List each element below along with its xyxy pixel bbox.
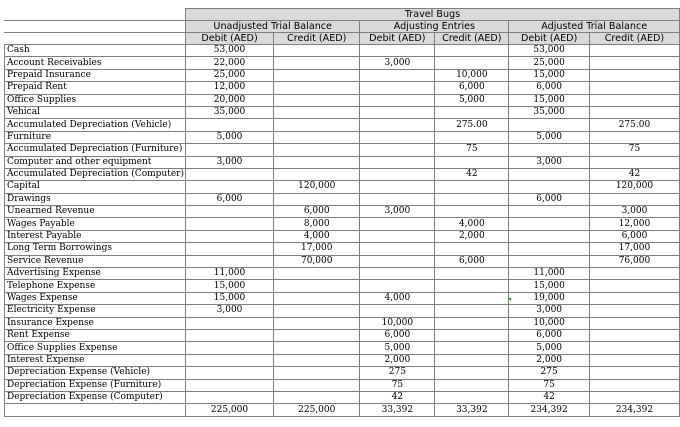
account-name-cell[interactable]: Insurance Expense — [5, 317, 186, 329]
unadjusted-debit-cell[interactable]: 22,000 — [185, 57, 273, 69]
adjusted-debit-cell[interactable]: 15,000 — [509, 94, 590, 106]
unadjusted-credit-cell[interactable] — [274, 280, 360, 292]
account-name-cell[interactable]: Depreciation Expense (Furniture) — [5, 379, 186, 391]
unadjusted-credit-cell[interactable] — [274, 329, 360, 341]
unadjusted-debit-cell[interactable] — [185, 144, 273, 156]
adjusting-debit-cell[interactable]: 5,000 — [360, 342, 435, 354]
adjusting-debit-cell[interactable] — [360, 243, 435, 255]
account-name-cell[interactable]: Interest Payable — [5, 230, 186, 242]
adjusted-credit-cell[interactable] — [589, 379, 679, 391]
unadjusted-credit-cell[interactable]: 17,000 — [274, 243, 360, 255]
adjusted-credit-cell[interactable] — [589, 69, 679, 81]
adjusting-debit-cell[interactable]: 3,000 — [360, 206, 435, 218]
adjusted-credit-cell[interactable] — [589, 329, 679, 341]
adjusted-debit-cell[interactable]: 35,000 — [509, 106, 590, 118]
adjusting-debit-cell[interactable] — [360, 280, 435, 292]
account-name-cell[interactable]: Depreciation Expense (Vehicle) — [5, 367, 186, 379]
adjusting-credit-cell[interactable]: 2,000 — [435, 230, 509, 242]
unadjusted-debit-cell[interactable]: 53,000 — [185, 45, 273, 57]
adjusting-credit-cell[interactable] — [435, 305, 509, 317]
unadjusted-debit-cell[interactable]: 35,000 — [185, 106, 273, 118]
table-row — [5, 119, 680, 131]
adjusted-credit-cell[interactable] — [589, 106, 679, 118]
adjusting-debit-cell[interactable] — [360, 69, 435, 81]
adjusted-credit-cell[interactable]: 17,000 — [589, 243, 679, 255]
table-row — [5, 82, 680, 94]
adjusting-credit-cell[interactable] — [435, 45, 509, 57]
adjusting-debit-cell[interactable] — [360, 181, 435, 193]
adjusted-debit-cell[interactable]: 2,000 — [509, 354, 590, 366]
adjusting-debit-cell[interactable]: 10,000 — [360, 317, 435, 329]
group-unadjusted[interactable]: Unadjusted Trial Balance — [185, 21, 359, 33]
unadjusted-debit-cell[interactable] — [185, 206, 273, 218]
account-name-cell[interactable]: Service Revenue — [5, 255, 186, 267]
unadjusted-credit-cell[interactable] — [274, 168, 360, 180]
col-adjusted-debit[interactable]: Debit (AED) — [509, 33, 590, 45]
table-row — [5, 317, 680, 329]
adjusted-debit-cell[interactable]: 3,000 — [509, 156, 590, 168]
unadjusted-credit-cell[interactable] — [274, 106, 360, 118]
adjusting-credit-cell[interactable] — [435, 317, 509, 329]
total-adjusting-credit-cell[interactable]: 33,392 — [435, 404, 509, 416]
unadjusted-debit-cell[interactable] — [185, 329, 273, 341]
adjusted-credit-cell[interactable] — [589, 292, 679, 304]
table-row — [5, 367, 680, 379]
adjusting-debit-cell[interactable] — [360, 193, 435, 205]
adjusted-debit-cell[interactable]: 6,000 — [509, 82, 590, 94]
table-row — [5, 342, 680, 354]
adjusting-debit-cell[interactable] — [360, 268, 435, 280]
adjusted-credit-cell[interactable] — [589, 305, 679, 317]
adjusting-debit-cell[interactable] — [360, 119, 435, 131]
adjusted-debit-cell[interactable]: 53,000 — [509, 45, 590, 57]
trial-balance-worksheet — [4, 8, 680, 417]
unadjusted-debit-cell[interactable] — [185, 342, 273, 354]
adjusted-credit-cell[interactable] — [589, 342, 679, 354]
table-row — [5, 45, 680, 57]
unadjusted-debit-cell[interactable]: 5,000 — [185, 131, 273, 143]
group-adjusting[interactable]: Adjusting Entries — [360, 21, 509, 33]
unadjusted-debit-cell[interactable] — [185, 168, 273, 180]
unadjusted-debit-cell[interactable]: 12,000 — [185, 82, 273, 94]
adjusted-credit-cell[interactable]: 120,000 — [589, 181, 679, 193]
adjusting-debit-cell[interactable]: 42 — [360, 391, 435, 403]
adjusted-credit-cell[interactable]: 75 — [589, 144, 679, 156]
unadjusted-credit-cell[interactable] — [274, 144, 360, 156]
table-row — [5, 268, 680, 280]
unadjusted-debit-cell[interactable] — [185, 379, 273, 391]
unadjusted-debit-cell[interactable]: 3,000 — [185, 305, 273, 317]
table-row — [5, 193, 680, 205]
adjusting-debit-cell[interactable] — [360, 218, 435, 230]
account-name-cell[interactable]: Wages Payable — [5, 218, 186, 230]
unadjusted-credit-cell[interactable] — [274, 342, 360, 354]
adjusting-credit-cell[interactable]: 10,000 — [435, 69, 509, 81]
adjusting-credit-cell[interactable] — [435, 280, 509, 292]
adjusted-credit-cell[interactable] — [589, 94, 679, 106]
adjusting-credit-cell[interactable] — [435, 268, 509, 280]
table-row — [5, 206, 680, 218]
adjusted-debit-cell[interactable]: 25,000 — [509, 57, 590, 69]
adjusted-credit-cell[interactable] — [589, 317, 679, 329]
adjusting-credit-cell[interactable] — [435, 206, 509, 218]
account-name-cell[interactable]: Wages Expense — [5, 292, 186, 304]
adjusting-credit-cell[interactable] — [435, 329, 509, 341]
col-unadjusted-debit[interactable]: Debit (AED) — [185, 33, 273, 45]
table-row — [5, 292, 680, 304]
adjusted-debit-cell[interactable] — [509, 144, 590, 156]
adjusted-debit-cell[interactable] — [509, 243, 590, 255]
adjusted-debit-cell[interactable] — [509, 230, 590, 242]
adjusting-credit-cell[interactable] — [435, 379, 509, 391]
unadjusted-debit-cell[interactable] — [185, 230, 273, 242]
total-adjusted-debit-cell[interactable]: 234,392 — [509, 404, 590, 416]
unadjusted-credit-cell[interactable]: 120,000 — [274, 181, 360, 193]
unadjusted-credit-cell[interactable] — [274, 292, 360, 304]
table-row — [5, 305, 680, 317]
adjusting-credit-cell[interactable] — [435, 243, 509, 255]
adjusting-debit-cell[interactable]: 275 — [360, 367, 435, 379]
adjusting-debit-cell[interactable]: 6,000 — [360, 329, 435, 341]
adjusted-credit-cell[interactable]: 12,000 — [589, 218, 679, 230]
adjusting-credit-cell[interactable]: 275.00 — [435, 119, 509, 131]
account-name-cell[interactable]: Long Term Borrowings — [5, 243, 186, 255]
adjusted-debit-cell[interactable]: 11,000 — [509, 268, 590, 280]
adjusting-debit-cell[interactable] — [360, 168, 435, 180]
total-unadjusted-debit-cell[interactable]: 225,000 — [185, 404, 273, 416]
table-row — [5, 144, 680, 156]
adjusted-credit-cell[interactable] — [589, 57, 679, 69]
adjusted-debit-cell[interactable]: 19,000 — [509, 292, 590, 304]
table-row — [5, 354, 680, 366]
adjusted-credit-cell[interactable]: 3,000 — [589, 206, 679, 218]
adjusted-credit-cell[interactable] — [589, 156, 679, 168]
unadjusted-credit-cell[interactable] — [274, 131, 360, 143]
adjusting-credit-cell[interactable]: 75 — [435, 144, 509, 156]
table-row — [5, 280, 680, 292]
account-name-cell[interactable]: Vehical — [5, 106, 186, 118]
unadjusted-credit-cell[interactable] — [274, 57, 360, 69]
adjusted-debit-cell[interactable] — [509, 119, 590, 131]
adjusting-credit-cell[interactable]: 6,000 — [435, 82, 509, 94]
adjusting-debit-cell[interactable] — [360, 45, 435, 57]
unadjusted-credit-cell[interactable] — [274, 119, 360, 131]
corner-cell — [5, 21, 186, 33]
adjusted-debit-cell[interactable]: 3,000 — [509, 305, 590, 317]
adjusted-credit-cell[interactable] — [589, 268, 679, 280]
account-name-cell[interactable]: Accumulated Depreciation (Furniture) — [5, 144, 186, 156]
adjusting-debit-cell[interactable] — [360, 82, 435, 94]
adjusting-debit-cell[interactable] — [360, 255, 435, 267]
adjusting-credit-cell[interactable]: 6,000 — [435, 255, 509, 267]
table-row — [5, 255, 680, 267]
adjusted-credit-cell[interactable] — [589, 45, 679, 57]
adjusting-credit-cell[interactable] — [435, 391, 509, 403]
col-unadjusted-credit[interactable]: Credit (AED) — [274, 33, 360, 45]
adjusting-debit-cell[interactable] — [360, 156, 435, 168]
adjusted-credit-cell[interactable] — [589, 193, 679, 205]
table-row — [5, 391, 680, 403]
adjusting-credit-cell[interactable] — [435, 181, 509, 193]
table-row — [5, 156, 680, 168]
table-row — [5, 329, 680, 341]
account-name-cell[interactable]: Rent Expense — [5, 329, 186, 341]
adjusted-debit-cell[interactable]: 75 — [509, 379, 590, 391]
account-name-cell[interactable]: Telephone Expense — [5, 280, 186, 292]
adjusted-credit-cell[interactable] — [589, 391, 679, 403]
adjusting-credit-cell[interactable] — [435, 342, 509, 354]
adjusted-credit-cell[interactable] — [589, 82, 679, 94]
adjusting-credit-cell[interactable] — [435, 57, 509, 69]
unadjusted-credit-cell[interactable]: 70,000 — [274, 255, 360, 267]
adjusted-credit-cell[interactable]: 6,000 — [589, 230, 679, 242]
unadjusted-credit-cell[interactable] — [274, 391, 360, 403]
adjusting-debit-cell[interactable]: 2,000 — [360, 354, 435, 366]
adjusting-credit-cell[interactable] — [435, 367, 509, 379]
adjusted-credit-cell[interactable] — [589, 131, 679, 143]
adjusting-debit-cell[interactable] — [360, 106, 435, 118]
unadjusted-debit-cell[interactable] — [185, 354, 273, 366]
unadjusted-credit-cell[interactable] — [274, 317, 360, 329]
adjusted-debit-cell[interactable] — [509, 206, 590, 218]
adjusted-credit-cell[interactable]: 42 — [589, 168, 679, 180]
account-name-cell[interactable]: Cash — [5, 45, 186, 57]
adjusted-debit-cell[interactable] — [509, 255, 590, 267]
unadjusted-credit-cell[interactable] — [274, 69, 360, 81]
adjusting-debit-cell[interactable]: 75 — [360, 379, 435, 391]
unadjusted-debit-cell[interactable] — [185, 317, 273, 329]
adjusting-debit-cell[interactable] — [360, 94, 435, 106]
adjusting-credit-cell[interactable] — [435, 354, 509, 366]
account-name-cell[interactable]: Furniture — [5, 131, 186, 143]
adjusted-debit-cell[interactable]: 6,000 — [509, 329, 590, 341]
table-row — [5, 168, 680, 180]
corner-cell — [5, 9, 186, 21]
totals-row — [5, 404, 680, 416]
adjusted-debit-cell[interactable]: 275 — [509, 367, 590, 379]
sheet-title[interactable]: Travel Bugs — [185, 9, 679, 21]
unadjusted-credit-cell[interactable] — [274, 94, 360, 106]
group-header-row — [5, 21, 680, 33]
unadjusted-credit-cell[interactable] — [274, 379, 360, 391]
adjusting-credit-cell[interactable] — [435, 131, 509, 143]
unadjusted-credit-cell[interactable]: 6,000 — [274, 206, 360, 218]
table-row — [5, 57, 680, 69]
group-adjusted[interactable]: Adjusted Trial Balance — [509, 21, 680, 33]
unadjusted-debit-cell[interactable]: 25,000 — [185, 69, 273, 81]
unadjusted-debit-cell[interactable]: 6,000 — [185, 193, 273, 205]
adjusted-credit-cell[interactable]: 76,000 — [589, 255, 679, 267]
adjusted-credit-cell[interactable] — [589, 367, 679, 379]
adjusting-credit-cell[interactable] — [435, 106, 509, 118]
account-name-cell[interactable]: Drawings — [5, 193, 186, 205]
account-name-cell[interactable]: Unearned Revenue — [5, 206, 186, 218]
account-name-cell[interactable]: Prepaid Insurance — [5, 69, 186, 81]
account-name-cell[interactable]: Electricity Expense — [5, 305, 186, 317]
cell-comment-marker — [508, 298, 511, 301]
account-name-cell[interactable]: Computer and other equipment — [5, 156, 186, 168]
account-name-cell[interactable]: Depreciation Expense (Computer) — [5, 391, 186, 403]
unadjusted-credit-cell[interactable] — [274, 193, 360, 205]
adjusting-credit-cell[interactable]: 42 — [435, 168, 509, 180]
account-name-cell[interactable]: Account Receivables — [5, 57, 186, 69]
unadjusted-debit-cell[interactable] — [185, 181, 273, 193]
adjusting-debit-cell[interactable] — [360, 131, 435, 143]
table-row — [5, 106, 680, 118]
adjusted-debit-cell[interactable] — [509, 181, 590, 193]
unadjusted-debit-cell[interactable]: 3,000 — [185, 156, 273, 168]
adjusting-debit-cell[interactable] — [360, 144, 435, 156]
totals-label-cell[interactable] — [5, 404, 186, 416]
unadjusted-debit-cell[interactable] — [185, 218, 273, 230]
account-name-cell[interactable]: Office Supplies Expense — [5, 342, 186, 354]
account-name-cell[interactable]: Prepaid Rent — [5, 82, 186, 94]
table-row — [5, 69, 680, 81]
adjusting-debit-cell[interactable]: 4,000 — [360, 292, 435, 304]
adjusted-debit-cell[interactable] — [509, 218, 590, 230]
unadjusted-debit-cell[interactable]: 20,000 — [185, 94, 273, 106]
adjusted-credit-cell[interactable] — [589, 354, 679, 366]
table-row — [5, 94, 680, 106]
adjusting-credit-cell[interactable]: 5,000 — [435, 94, 509, 106]
adjusted-debit-cell[interactable] — [509, 168, 590, 180]
adjusted-debit-cell[interactable]: 42 — [509, 391, 590, 403]
adjusted-credit-cell[interactable]: 275.00 — [589, 119, 679, 131]
col-adjusting-credit[interactable]: Credit (AED) — [435, 33, 509, 45]
unadjusted-credit-cell[interactable] — [274, 354, 360, 366]
unadjusted-debit-cell[interactable] — [185, 119, 273, 131]
col-adjusted-credit[interactable]: Credit (AED) — [589, 33, 679, 45]
account-name-cell[interactable]: Advertising Expense — [5, 268, 186, 280]
total-adjusted-credit-cell[interactable]: 234,392 — [589, 404, 679, 416]
unadjusted-debit-cell[interactable] — [185, 255, 273, 267]
account-name-cell[interactable]: Capital — [5, 181, 186, 193]
adjusted-debit-cell[interactable]: 5,000 — [509, 131, 590, 143]
table-row — [5, 379, 680, 391]
adjusted-debit-cell[interactable]: 15,000 — [509, 280, 590, 292]
table-row — [5, 230, 680, 242]
table-row — [5, 218, 680, 230]
unadjusted-credit-cell[interactable]: 8,000 — [274, 218, 360, 230]
title-row — [5, 9, 680, 21]
unadjusted-credit-cell[interactable]: 4,000 — [274, 230, 360, 242]
account-name-cell[interactable]: Interest Expense — [5, 354, 186, 366]
unadjusted-credit-cell[interactable] — [274, 156, 360, 168]
adjusting-credit-cell[interactable] — [435, 156, 509, 168]
account-name-cell[interactable]: Accumulated Depreciation (Vehicle) — [5, 119, 186, 131]
total-adjusting-debit-cell[interactable]: 33,392 — [360, 404, 435, 416]
unadjusted-debit-cell[interactable]: 15,000 — [185, 292, 273, 304]
adjusting-credit-cell[interactable] — [435, 193, 509, 205]
col-adjusting-debit[interactable]: Debit (AED) — [360, 33, 435, 45]
column-header-row — [5, 33, 680, 45]
adjusted-debit-cell[interactable]: 5,000 — [509, 342, 590, 354]
adjusted-debit-cell[interactable]: 6,000 — [509, 193, 590, 205]
adjusting-debit-cell[interactable] — [360, 230, 435, 242]
adjusted-debit-cell[interactable]: 15,000 — [509, 69, 590, 81]
adjusting-credit-cell[interactable] — [435, 292, 509, 304]
unadjusted-credit-cell[interactable] — [274, 82, 360, 94]
unadjusted-credit-cell[interactable] — [274, 268, 360, 280]
unadjusted-debit-cell[interactable]: 15,000 — [185, 280, 273, 292]
unadjusted-debit-cell[interactable] — [185, 243, 273, 255]
adjusting-credit-cell[interactable]: 4,000 — [435, 218, 509, 230]
adjusted-credit-cell[interactable] — [589, 280, 679, 292]
table-row — [5, 181, 680, 193]
unadjusted-credit-cell[interactable] — [274, 367, 360, 379]
unadjusted-debit-cell[interactable]: 11,000 — [185, 268, 273, 280]
account-name-cell[interactable]: Office Supplies — [5, 94, 186, 106]
unadjusted-debit-cell[interactable] — [185, 391, 273, 403]
corner-cell — [5, 33, 186, 45]
unadjusted-debit-cell[interactable] — [185, 367, 273, 379]
unadjusted-credit-cell[interactable] — [274, 305, 360, 317]
adjusting-debit-cell[interactable] — [360, 305, 435, 317]
table-row — [5, 243, 680, 255]
adjusting-debit-cell[interactable]: 3,000 — [360, 57, 435, 69]
adjusted-debit-cell[interactable]: 10,000 — [509, 317, 590, 329]
unadjusted-credit-cell[interactable] — [274, 45, 360, 57]
account-name-cell[interactable]: Accumulated Depreciation (Computer) — [5, 168, 186, 180]
table-row — [5, 131, 680, 143]
total-unadjusted-credit-cell[interactable]: 225,000 — [274, 404, 360, 416]
